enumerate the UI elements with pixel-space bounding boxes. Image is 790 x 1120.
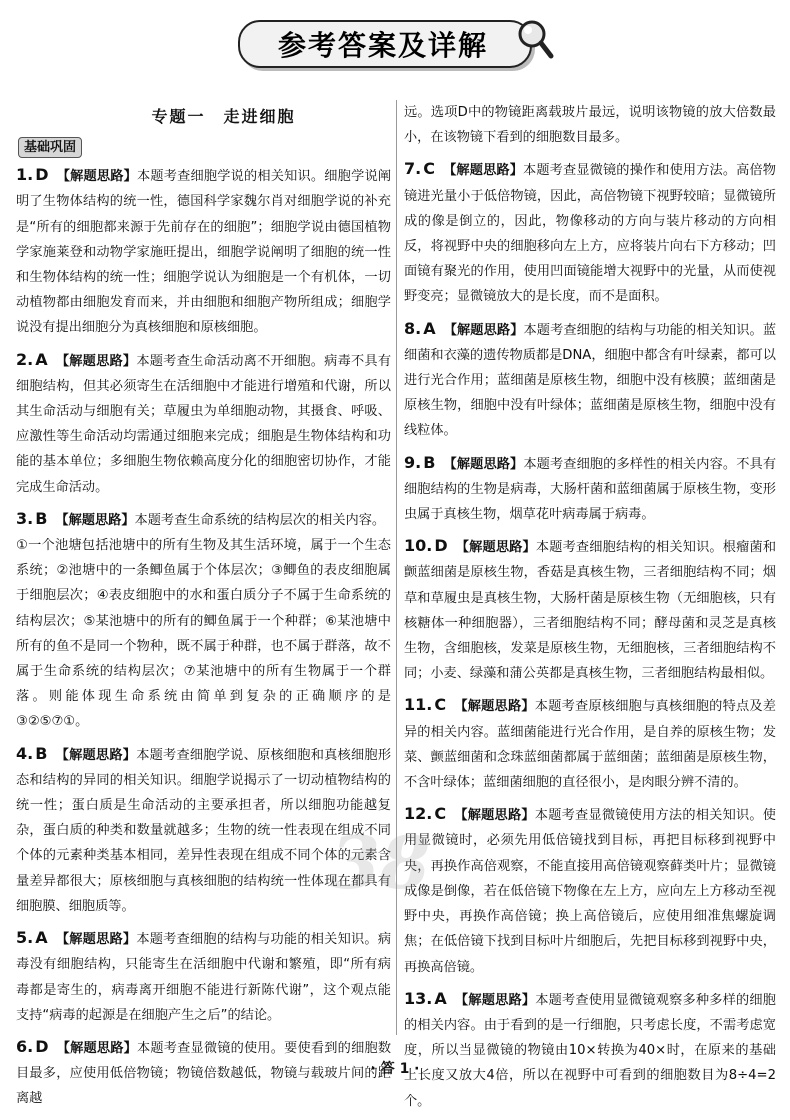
answer-item: 3. B 【解题思路】本题考查生命系统的结构层次的相关内容。 ①一个池塘包括池塘中的所有生物及其生活环境，属于一个生态系统；②池塘中的一条鲫鱼属于个体层次；③鲫鱼的表皮细胞属于细胞层次；④表皮细胞中的水和蛋白质分子不属于生命系统的结构层次；⑤某池塘中的所有的鲫鱼属于一个种群；⑥某池塘中所有的鱼不是同一个物种，既不属于种群，也不属于群落，故不属于生命系统的结构层次；⑦某池塘中的所有生物属于一个群落。则能体现生命系统由简单到复杂的正确顺序的是③②⑤⑦①。	[16, 506, 391, 735]
answer-item: 6. D 【解题思路】本题考查显微镜的使用。要使看到的细胞数目最多，应使用低倍物镜；物镜倍数越低，物镜与载玻片间的距离越	[16, 1036, 392, 1107]
section-tag: 基础巩固	[18, 137, 82, 158]
right-column	[404, 100, 776, 1120]
watermark: 38	[330, 820, 431, 905]
title-banner	[238, 14, 556, 70]
answer-item: 11. C 【解题思路】本题考查原核细胞与真核细胞的特点及差异的相关内容。蓝细菌能进行光合作用，是自养的原核生物；发菜、颤蓝细菌和念珠蓝细菌都属于蓝细菌；蓝细菌是原核生物，不含叶绿体；蓝细菌细胞的直径很小，是肉眼分辨不清的。	[404, 695, 776, 791]
answer-item: 10. D 【解题思路】本题考查细胞结构的相关知识。根瘤菌和颤蓝细菌是原核生物，香菇是真核生物，三者细胞结构不同；烟草和草履虫是真核生物，大肠杆菌是原核生物（无细胞核，只有核糖体一种细胞器），三者细胞结构不同；酵母菌和灵芝是真核生物，含细胞核，发菜是原核生物，无细胞核，三者细胞结构不同；小麦、绿藻和蒲公英都是真核生物，三者细胞结构最相似。	[404, 536, 777, 682]
section-title: 专题一 走进细胞	[151, 107, 296, 126]
answer-item: 8. A 【解题思路】本题考查细胞的结构与功能的相关知识。蓝细菌和衣藻的遗传物质都是DNA，细胞中都含有叶绿素，都可以进行光合作用；蓝细菌是原核生物，细胞中没有核膜；蓝细菌是原核生物，细胞中没有叶绿体；蓝细菌是原核生物，细胞中没有线粒体。	[404, 318, 777, 439]
answer-item: 9. B 【解题思路】本题考查细胞的多样性的相关内容。不具有细胞结构的生物是病毒，大肠杆菌和蓝细菌属于原核生物，变形虫属于真核生物，烟草花叶病毒属于病毒。	[404, 452, 777, 523]
page-title: 参考答案及详解	[277, 29, 488, 62]
answer-item: 13. A 【解题思路】本题考查使用显微镜观察多种多样的细胞的相关内容。由于看到的是一行细胞，只考虑长度，不需考虑宽度，所以当显微镜的物镜由10×转换为40×时，在原来的基础上长度又放大4倍，所以在视野中可看到的细胞数目为8÷4=2个。	[404, 988, 776, 1109]
answer-detail: ①一个池塘包括池塘中的所有生物及其生活环境，属于一个生态系统；②池塘中的一条鲫鱼属于个体层次；③鲫鱼的表皮细胞属于细胞层次；④表皮细胞中的水和蛋白质分子不属于生命系统的结构层次；⑤某池塘中的所有的鲫鱼属于一个种群；⑥某池塘中所有的鱼不是同一个物种，既不属于种群，也不属于群落，故不属于生命系统的结构层次；⑦某池塘中的所有生物属于一个群落。则能体现生命系统由简单到复杂的正确顺序的是③②⑤⑦①。	[16, 538, 391, 730]
answer-item: 2. A 【解题思路】本题考查生命活动离不开细胞。病毒不具有细胞结构，但其必须寄生在活细胞中才能进行增殖和代谢，所以其生命活动与细胞有关；草履虫为单细胞动物，其摄食、呼吸、应激性等生命活动均需通过细胞来完成；细胞是生物体结构和功能的基本单位；多细胞生物依赖高度分化的细胞密切协作，才能完成生命活动。	[16, 349, 392, 495]
page-number: · 答 1 ·	[370, 1061, 420, 1077]
answer-continuation: 远。选项D中的物镜距离载玻片最远，说明该物镜的放大倍数最小，在该物镜下看到的细胞数目最多。	[404, 105, 776, 146]
answer-item: 7. C 【解题思路】本题考查显微镜的操作和使用方法。高倍物镜进光量小于低倍物镜，因此，高倍物镜下视野较暗；显微镜所成的像是倒立的，因此，物像移动的方向与装片移动的方向相反，将视野中央的细胞移向左上方，应将装片向右下方移动；凹面镜有聚光的作用，使用凹面镜能增大视野中的光量，从而使视野变亮；显微镜放大的是长度，而不是面积。	[404, 159, 776, 305]
column-divider	[396, 100, 397, 1035]
answer-item: 4. B 【解题思路】本题考查细胞学说、原核细胞和真核细胞形态和结构的异同的相关知识。细胞学说揭示了一切动植物结构的统一性；蛋白质是生命活动的主要承担者，所以细胞功能越复杂，蛋白质的种类和数量就越多；生物的统一性表现在组成不同个体的元素种类基本相同，差异性表现在组成不同个体的元素含量差异都很大；原核细胞与真核细胞的结构统一性体现在都具有细胞膜、细胞质等。	[16, 743, 392, 914]
left-column	[16, 100, 391, 1118]
answer-item: 12. C 【解题思路】本题考查显微镜使用方法的相关知识。使用显微镜时，必须先用低倍镜找到目标，再把目标移到视野中央，再换作高倍观察，不能直接用高倍镜观察藓类叶片；显微镜成像是倒像，若在低倍镜下物像在左上方，应向左上方移动至视野中央，再换作高倍镜；换上高倍镜后，应使用细准焦螺旋调焦；在低倍镜下找到目标叶片细胞后，先把目标移到视野中央，再换高倍镜。	[404, 804, 776, 975]
magnifier-icon	[514, 14, 556, 70]
answer-item: 5. A 【解题思路】本题考查细胞的结构与功能的相关知识。病毒没有细胞结构，只能寄生在活细胞中代谢和繁殖，即“所有病毒都是寄生的，病毒离开细胞不能进行新陈代谢”，这个观点能支持“病毒的起源是在细胞产生之后”的结论。	[16, 928, 392, 1023]
answer-item: 1. D 【解题思路】本题考查细胞学说的相关知识。细胞学说阐明了生物体结构的统一性，德国科学家魏尔肖对细胞学说的补充是“所有的细胞都来源于先前存在的细胞”；细胞学说由德国植物学家施莱登和动物学家施旺提出，细胞学说阐明了细胞的统一性和生物体结构的统一性；细胞学说认为细胞是一个有机体，一切动植物都由细胞发育而来，并由细胞和细胞产物所组成；细胞学说没有提出细胞分为真核细胞和原核细胞。	[16, 165, 392, 336]
